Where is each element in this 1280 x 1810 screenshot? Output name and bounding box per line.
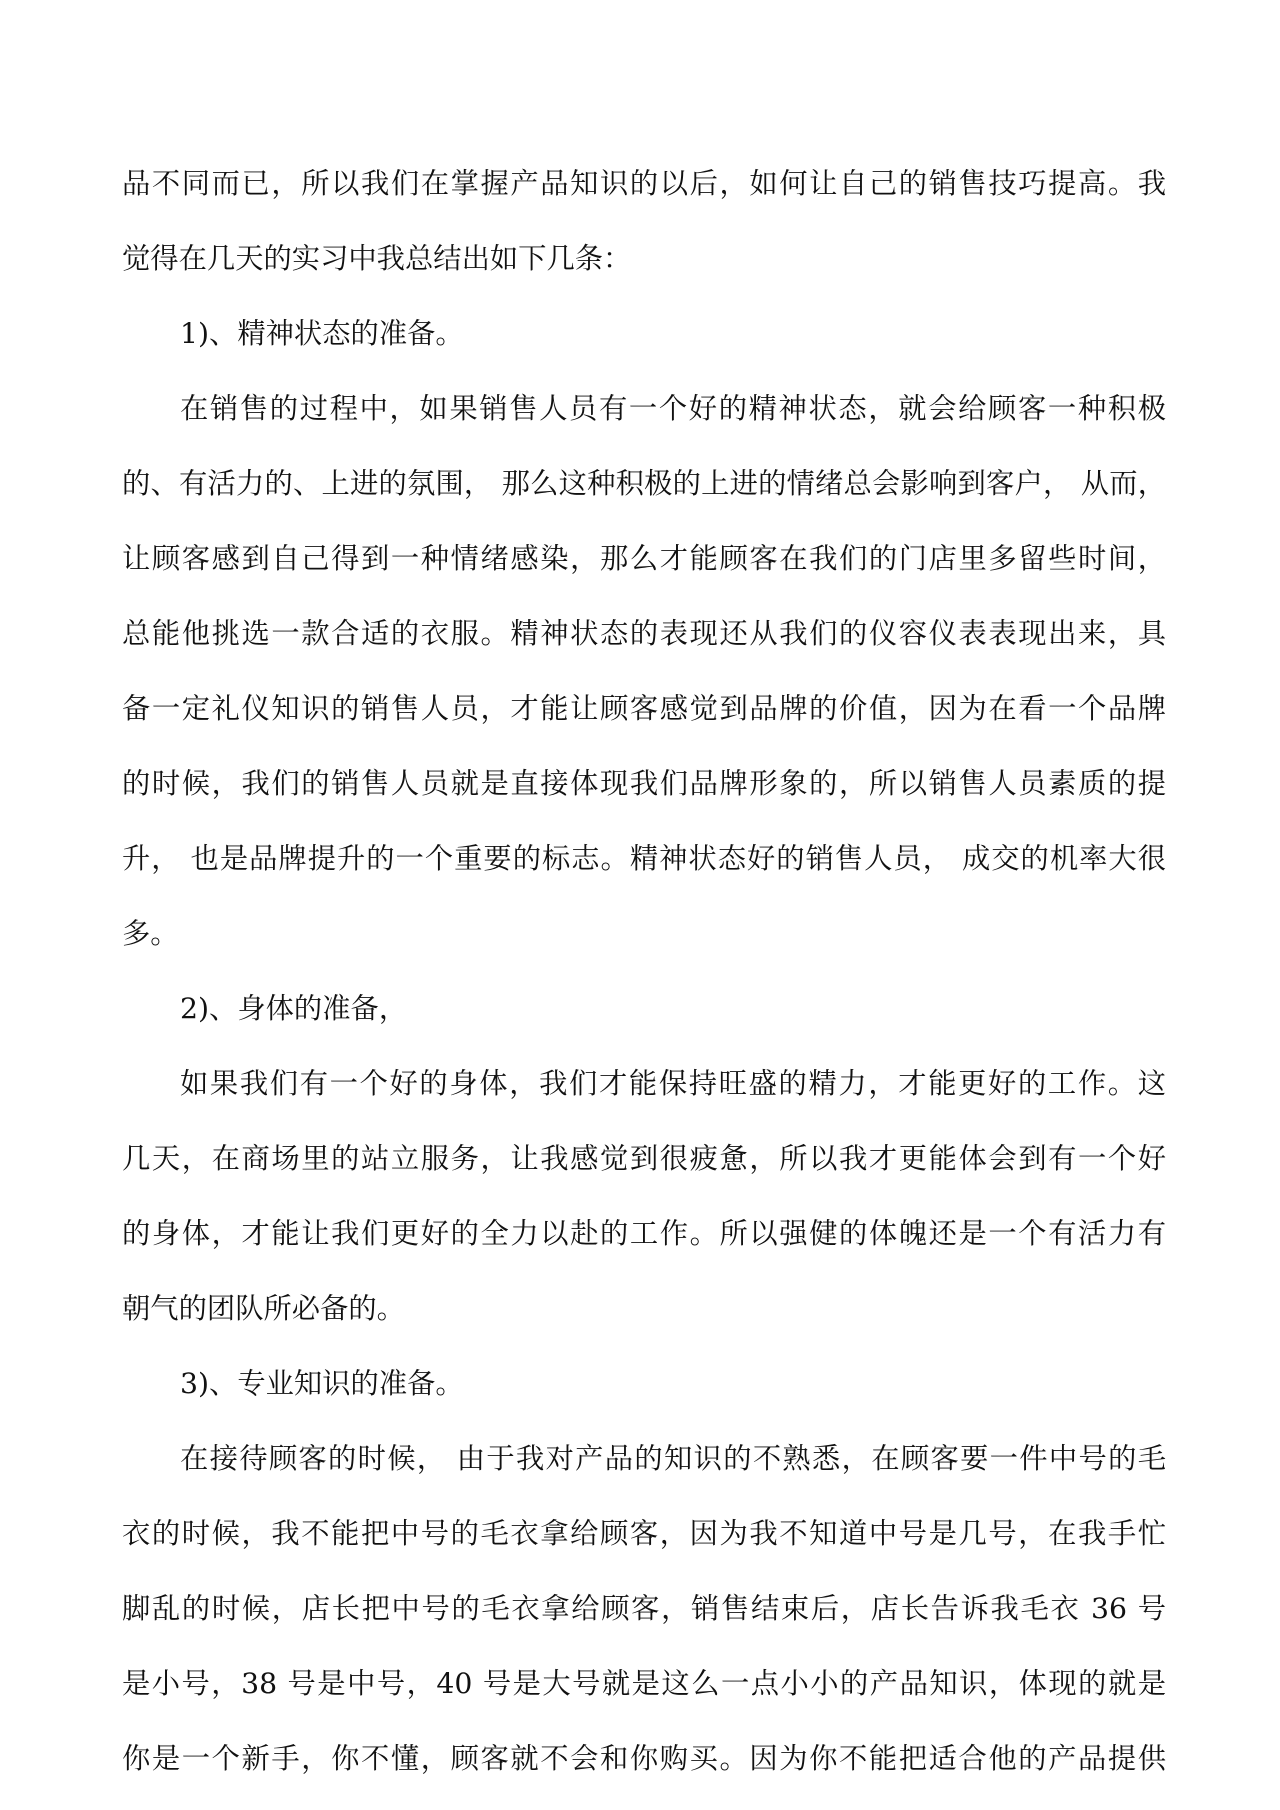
text-line: 在接待顾客的时候， 由于我对产品的知识的不熟悉，在顾客要一件中号的毛 [180, 1442, 1166, 1475]
text-line: 朝气的团队所必备的。 [122, 1292, 405, 1325]
text-line: 衣的时候，我不能把中号的毛衣拿给顾客，因为我不知道中号是几号，在我手忙 [122, 1517, 1166, 1550]
text-line: 脚乱的时候，店长把中号的毛衣拿给顾客，销售结束后，店长告诉我毛衣 36 号 [122, 1592, 1166, 1625]
text-line: 的时候，我们的销售人员就是直接体现我们品牌形象的，所以销售人员素质的提 [122, 767, 1166, 800]
text-line: 多。 [122, 917, 179, 950]
text-line: 觉得在几天的实习中我总结出如下几条： [122, 242, 632, 275]
document-body [122, 146, 1166, 1796]
section-heading: 1)、精神状态的准备。 [180, 317, 464, 350]
text-line: 备一定礼仪知识的销售人员，才能让顾客感觉到品牌的价值，因为在看一个品牌 [122, 692, 1166, 725]
text-line: 你是一个新手，你不懂，顾客就不会和你购买。因为你不能把适合他的产品提供 [122, 1742, 1166, 1775]
text-line: 让顾客感到自己得到一种情绪感染，那么才能顾客在我们的门店里多留些时间， [122, 542, 1166, 575]
text-line: 如果我们有一个好的身体，我们才能保持旺盛的精力，才能更好的工作。这 [180, 1067, 1166, 1100]
text-line: 品不同而已，所以我们在掌握产品知识的以后，如何让自己的销售技巧提高。我 [122, 167, 1166, 200]
text-line: 的身体，才能让我们更好的全力以赴的工作。所以强健的体魄还是一个有活力有 [122, 1217, 1166, 1250]
section-heading: 2)、身体的准备， [180, 992, 408, 1025]
text-line: 几天，在商场里的站立服务，让我感觉到很疲惫，所以我才更能体会到有一个好 [122, 1142, 1166, 1175]
text-line: 是小号，38 号是中号，40 号是大号就是这么一点小小的产品知识，体现的就是 [122, 1667, 1166, 1700]
section-heading: 3)、专业知识的准备。 [180, 1367, 464, 1400]
text-line: 的、有活力的、上进的氛围， 那么这种积极的上进的情绪总会影响到客户， 从而， [122, 467, 1166, 500]
text-line: 在销售的过程中，如果销售人员有一个好的精神状态，就会给顾客一种积极 [180, 392, 1166, 425]
text-line: 总能他挑选一款合适的衣服。精神状态的表现还从我们的仪容仪表表现出来，具 [122, 617, 1166, 650]
text-line: 升， 也是品牌提升的一个重要的标志。精神状态好的销售人员， 成交的机率大很 [122, 842, 1166, 875]
